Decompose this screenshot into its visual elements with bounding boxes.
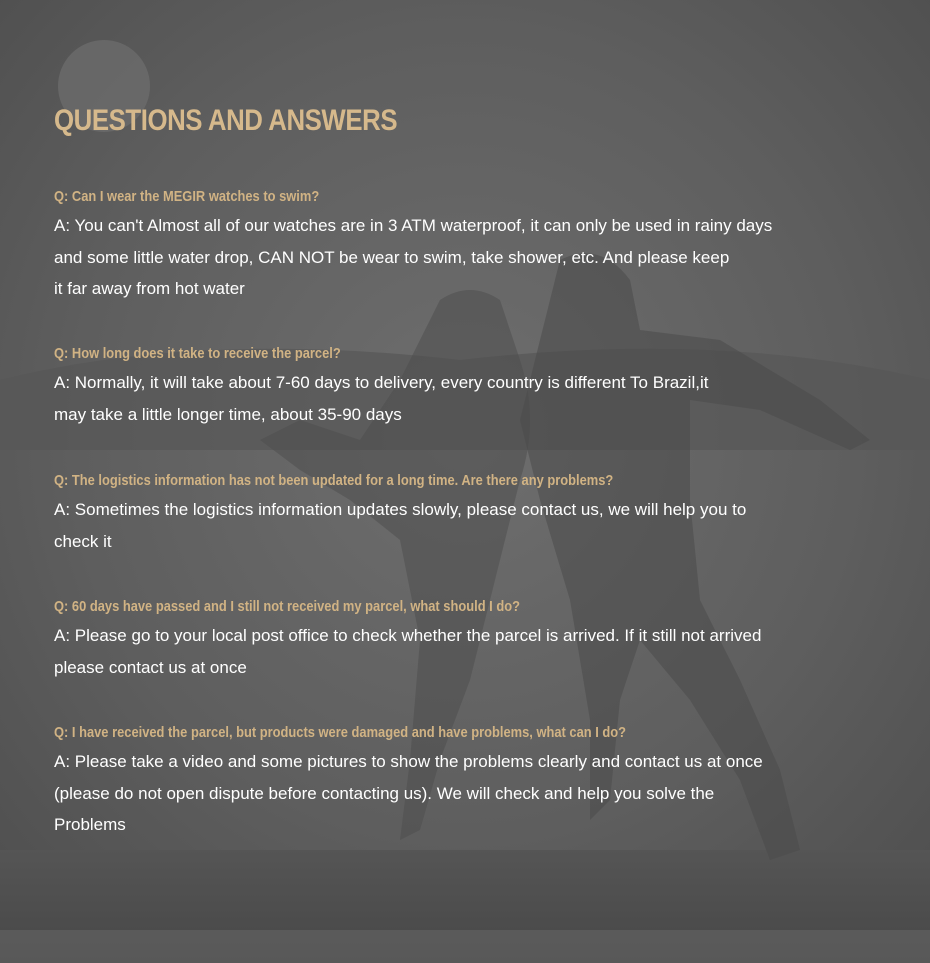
page-title: QUESTIONS AND ANSWERS — [54, 104, 398, 137]
answer-line: please contact us at once — [54, 657, 247, 677]
answer-line: and some little water drop, CAN NOT be wear to swim, take shower, etc. And please keep — [54, 247, 730, 267]
answer-line: (please do not open dispute before contacting us). We will check and help you solve the — [54, 783, 715, 803]
question-text: Q: Can I wear the MEGIR watches to swim? — [54, 188, 320, 205]
answer-line: Problems — [54, 815, 126, 834]
answer-line: check it — [54, 531, 112, 551]
qa-item-logistics — [54, 471, 874, 557]
answer-line: A: Sometimes the logistics information updates slowly, please contact us, we will help you to — [54, 500, 747, 519]
qa-item-swim — [54, 187, 874, 305]
question-text: Q: The logistics information has not been updated for a long time. Are there any problems? — [54, 472, 614, 489]
answer-text — [54, 746, 874, 841]
qa-item-delivery-time — [54, 344, 874, 430]
question-text: Q: I have received the parcel, but products were damaged and have problems, what can I do? — [54, 724, 627, 741]
answer-text — [54, 367, 874, 430]
qa-item-damaged — [54, 723, 874, 841]
answer-line: may take a little longer time, about 35-90 days — [54, 404, 402, 424]
answer-line: A: Please take a video and some pictures to show the problems clearly and contact us at once — [54, 752, 763, 771]
question-text: Q: 60 days have passed and I still not received my parcel, what should I do? — [54, 598, 520, 615]
answer-text — [54, 210, 874, 305]
answer-line: A: Please go to your local post office to check whether the parcel is arrived. If it still not arrived — [54, 626, 762, 645]
qa-item-not-received — [54, 597, 874, 683]
question-text: Q: How long does it take to receive the parcel? — [54, 345, 341, 362]
answer-text — [54, 494, 874, 557]
answer-text — [54, 620, 874, 683]
answer-line: it far away from hot water — [54, 279, 245, 298]
answer-line: A: Normally, it will take about 7-60 days to delivery, every country is different To Brazil,it — [54, 373, 709, 392]
answer-line: A: You can't Almost all of our watches are in 3 ATM waterproof, it can only be used in rainy days — [54, 216, 773, 235]
